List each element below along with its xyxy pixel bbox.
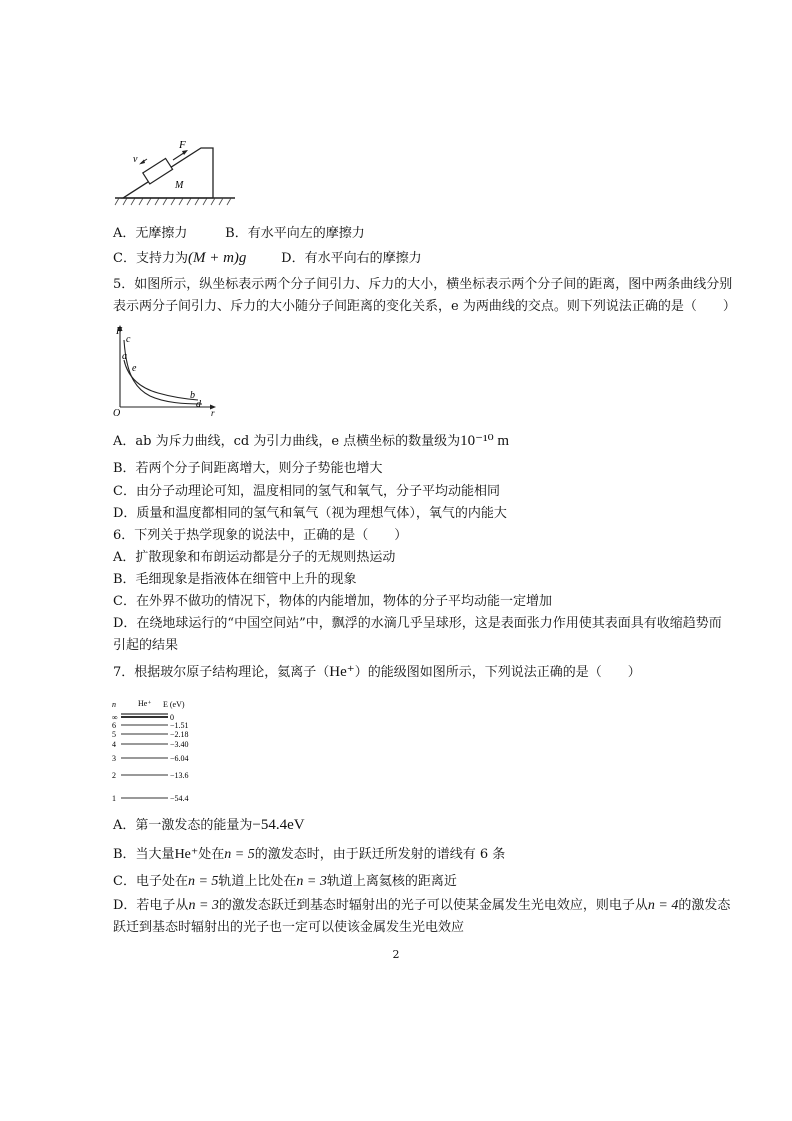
page-number: 2	[392, 948, 400, 961]
q4-options-row2	[113, 247, 422, 267]
q7-option-b	[113, 847, 505, 863]
q5-stem-line1: 5．如图所示，纵坐标表示两个分子间引力、斥力的大小，横坐标表示两个分子间的距离，图中两条曲线分别	[113, 277, 733, 292]
level-n-label: 6	[112, 721, 116, 730]
level-energy-label: −13.6	[170, 771, 189, 780]
q7-option-d-text2: 的激发态跃迁到基态时辐射出的光子可以使某金属发生光电效应，则电子从	[218, 898, 648, 913]
incline-figure	[113, 138, 238, 210]
axis-f-label: F	[116, 326, 123, 337]
q7-option-c-eq1: n = 5	[187, 874, 219, 889]
q7-option-b-ion: He⁺	[174, 847, 199, 862]
q5-option-a-formula: 10⁻¹⁰ m	[460, 433, 510, 449]
q6-option-b: B．毛细现象是指液体在细管中上升的现象	[113, 572, 357, 587]
axis-r-label: r	[211, 408, 215, 417]
curve-c-label: c	[126, 334, 131, 345]
header-e: E (eV)	[163, 700, 185, 709]
q7-option-a	[113, 817, 305, 834]
q4-option-b: B．有水平向左的摩擦力	[225, 226, 365, 241]
energy-level-diagram	[110, 698, 200, 808]
level-n-label: 1	[112, 794, 116, 803]
q7-stem-before: 7．根据玻尔原子结构理论，氦离子（	[113, 665, 330, 680]
q7-option-b-text2: 处在	[198, 847, 225, 862]
q7-option-a-text: A．第一激发态的能量为	[113, 818, 253, 833]
q6-stem: 6．下列关于热学现象的说法中，正确的是（ ）	[113, 528, 408, 543]
q7-option-c	[113, 874, 457, 890]
header-ion: He⁺	[138, 699, 152, 708]
q7-stem	[113, 664, 641, 681]
level-energy-label: −3.40	[170, 740, 189, 749]
q4-option-c	[113, 247, 277, 267]
q7-option-b-text1: B．当大量	[113, 847, 175, 862]
q5-option-c: C．由分子动理论可知，温度相同的氢气和氧气，分子平均动能相同	[113, 484, 500, 499]
level-n-label: 2	[112, 771, 116, 780]
curve-a-label: a	[122, 351, 127, 362]
q6-option-c: C．在外界不做功的情况下，物体的内能增加，物体的分子平均动能一定增加	[113, 594, 552, 609]
q4-option-a: A．无摩擦力	[113, 226, 188, 241]
q5-option-b: B．若两个分子间距离增大，则分子势能也增大	[113, 461, 383, 476]
q5-option-a	[113, 433, 509, 450]
molecular-force-figure	[110, 322, 220, 417]
q7-option-c-text2: 轨道上比处在	[218, 874, 297, 889]
q4-options-row1	[113, 222, 365, 241]
q7-stem-ion: He⁺	[329, 664, 355, 680]
q7-option-c-eq2: n = 3	[296, 874, 327, 889]
q7-option-d-eq2: n = 4	[647, 898, 679, 913]
q7-option-d-text1: D．若电子从	[113, 898, 189, 913]
level-energy-label: −54.4	[170, 794, 189, 803]
level-energy-label: 0	[170, 713, 174, 722]
q7-option-d-eq1: n = 3	[188, 898, 219, 913]
q7-stem-after: ）的能级图如图所示，下列说法正确的是（ ）	[354, 665, 641, 680]
level-n-label: ∞	[112, 713, 118, 722]
point-e-label: e	[132, 363, 137, 374]
level-energy-label: −2.18	[170, 730, 189, 739]
curve-d-label: d	[196, 399, 201, 410]
q5-option-a-text: A．ab 为斥力曲线，cd 为引力曲线，e 点横坐标的数量级为	[113, 434, 461, 449]
q5-option-d: D．质量和温度都相同的氢气和氧气（视为理想气体），氧气的内能大	[113, 506, 507, 521]
level-n-label: 5	[112, 730, 116, 739]
force-label: F	[179, 139, 186, 151]
q6-option-a: A．扩散现象和布朗运动都是分子的无规则热运动	[113, 550, 396, 565]
q7-option-a-formula: −54.4eV	[252, 817, 305, 833]
level-n-label: 4	[112, 740, 116, 749]
level-energy-label: −6.04	[170, 754, 189, 763]
curve-b-label: b	[190, 390, 195, 401]
q7-option-d-line2: 跃迁到基态时辐射出的光子也一定可以使该金属发生光电效应	[113, 920, 465, 935]
q7-option-b-text3: 的激发态时，由于跃迁所发射的谱线有 6 条	[254, 847, 506, 862]
q6-option-d-line1: D．在绕地球运行的“中国空间站”中，飘浮的水滴几乎呈球形，这是表面张力作用使其表面具有收缩趋势而	[113, 616, 722, 631]
q7-option-c-text1: C．电子处在	[113, 874, 188, 889]
level-n-label: 3	[112, 754, 116, 763]
q5-stem-line2: 表示两分子间引力、斥力的大小随分子间距离的变化关系，e 为两曲线的交点。则下列说法正确的是（ ）	[113, 299, 736, 314]
level-energy-label: −1.51	[170, 721, 189, 730]
origin-label: O	[113, 408, 121, 417]
mass-label: M	[175, 180, 184, 191]
q4-option-d: D．有水平向右的摩擦力	[281, 251, 422, 266]
q4-option-c-label: C．支持力为	[113, 251, 188, 266]
q7-option-b-eq: n = 5	[224, 847, 255, 862]
q6-option-d-line2: 引起的结果	[113, 638, 179, 653]
q7-option-c-text3: 轨道上离氦核的距离近	[326, 874, 457, 889]
q7-option-d-line1	[113, 898, 730, 914]
header-n: n	[112, 700, 116, 709]
q4-option-c-formula: (M + m)g	[187, 250, 247, 266]
q7-option-d-text3: 的激发态	[678, 898, 731, 913]
velocity-label: v	[133, 154, 138, 165]
